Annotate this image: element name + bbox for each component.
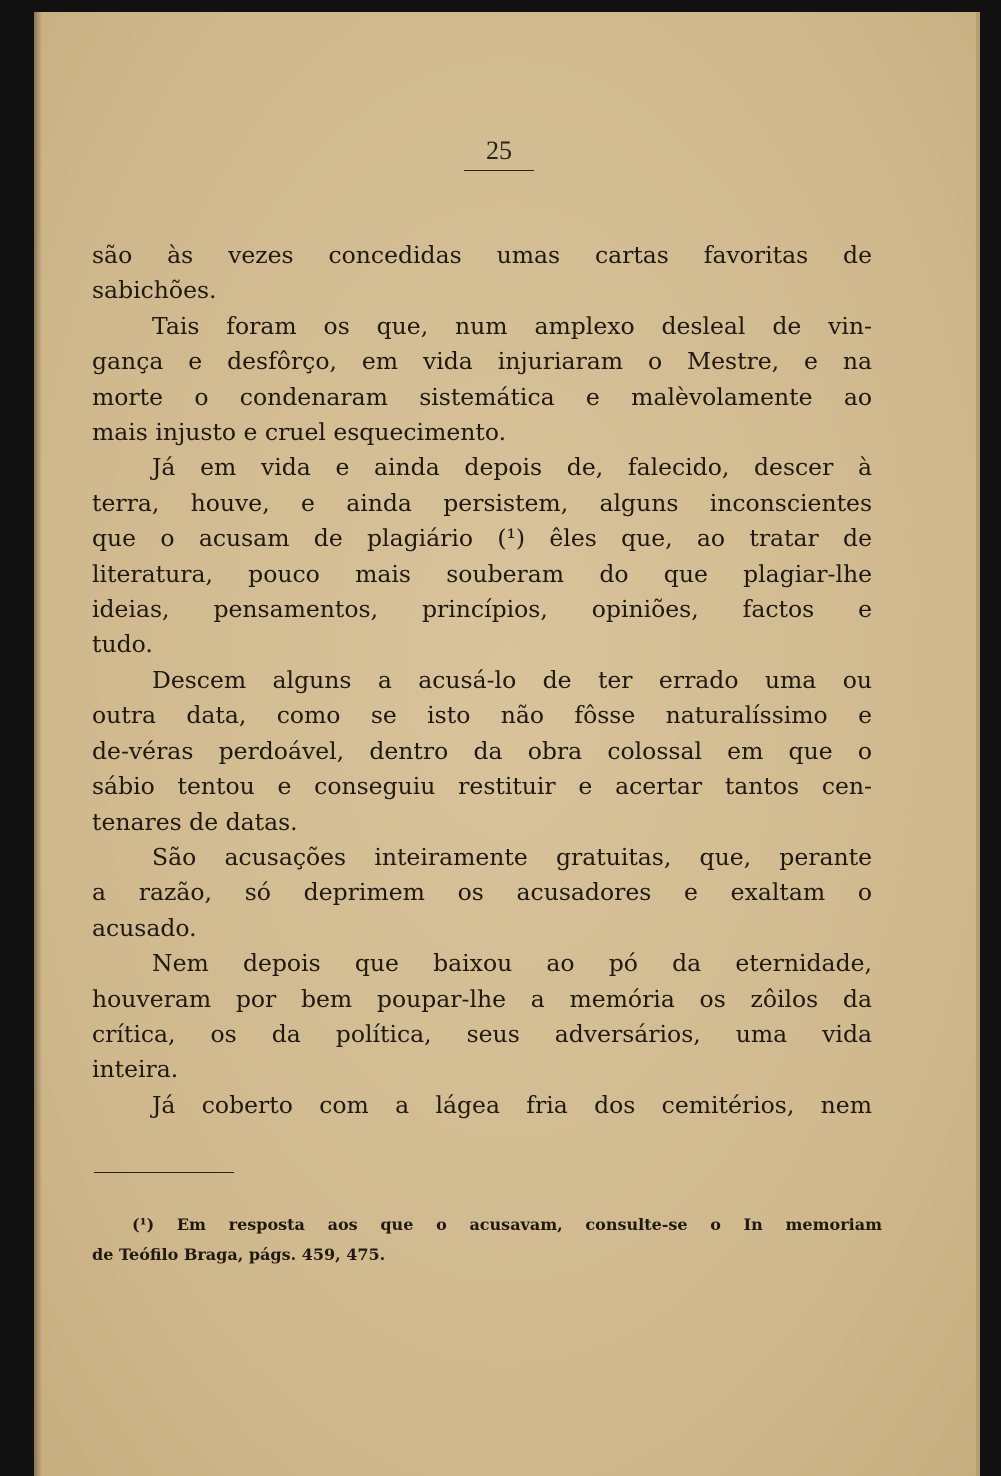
footnote-divider	[94, 1172, 234, 1173]
book-page	[34, 12, 980, 1476]
body-text	[92, 238, 872, 1123]
text-line: a razão, só deprimem os acusadores e exaltam o	[92, 878, 872, 907]
text-line: sabichões.	[92, 276, 217, 305]
text-line: houveram por bem poupar-lhe a memória os zôilos da	[92, 984, 872, 1013]
text-line: que o acusam de plagiário (¹) êles que, ao tratar de	[92, 524, 872, 553]
text-line: literatura, pouco mais souberam do que plagiar-lhe	[92, 559, 872, 588]
text-line: gança e desfôrço, em vida injuriaram o Mestre, e na	[92, 347, 872, 376]
text-line: Nem depois que baixou ao pó da eternidade,	[152, 949, 872, 978]
text-line: Tais foram os que, num amplexo desleal de vin-	[152, 311, 872, 340]
text-line: outra data, como se isto não fôsse naturalíssimo e	[92, 701, 872, 730]
text-line: morte o condenaram sistemática e malèvolamente ao	[92, 382, 872, 411]
text-line: de-véras perdoável, dentro da obra colossal em que o	[92, 736, 872, 765]
footnote-line: de Teófilo Braga, págs. 459, 475.	[92, 1245, 386, 1264]
footnote-line: (¹) Em resposta aos que o acusavam, consulte-se o In memoriam	[132, 1215, 882, 1234]
text-line: ideias, pensamentos, princípios, opiniões, factos e	[92, 595, 872, 624]
text-line: são às vezes concedidas umas cartas favoritas de	[92, 241, 872, 269]
text-line: Já em vida e ainda depois de, falecido, descer à	[152, 453, 872, 482]
page-edge	[976, 12, 980, 1476]
text-line: mais injusto e cruel esquecimento.	[92, 418, 507, 447]
text-line: acusado.	[92, 913, 197, 942]
text-line: Descem alguns a acusá-lo de ter errado uma ou	[152, 665, 872, 694]
text-line: crítica, os da política, seus adversários, uma vida	[92, 1019, 872, 1048]
page-gutter-shadow	[34, 12, 42, 1476]
text-line: inteira.	[92, 1055, 179, 1084]
text-line: Já coberto com a lágea fria dos cemitérios, nem	[152, 1090, 872, 1119]
page-number: 25	[464, 136, 534, 171]
text-line: tudo.	[92, 630, 153, 659]
text-line: tenares de datas.	[92, 807, 298, 836]
text-line: terra, houve, e ainda persistem, alguns inconscientes	[92, 488, 872, 517]
text-line: sábio tentou e conseguiu restituir e acertar tantos cen-	[92, 772, 872, 801]
text-line: São acusações inteiramente gratuitas, que, perante	[152, 842, 872, 871]
footnote	[92, 1210, 882, 1270]
